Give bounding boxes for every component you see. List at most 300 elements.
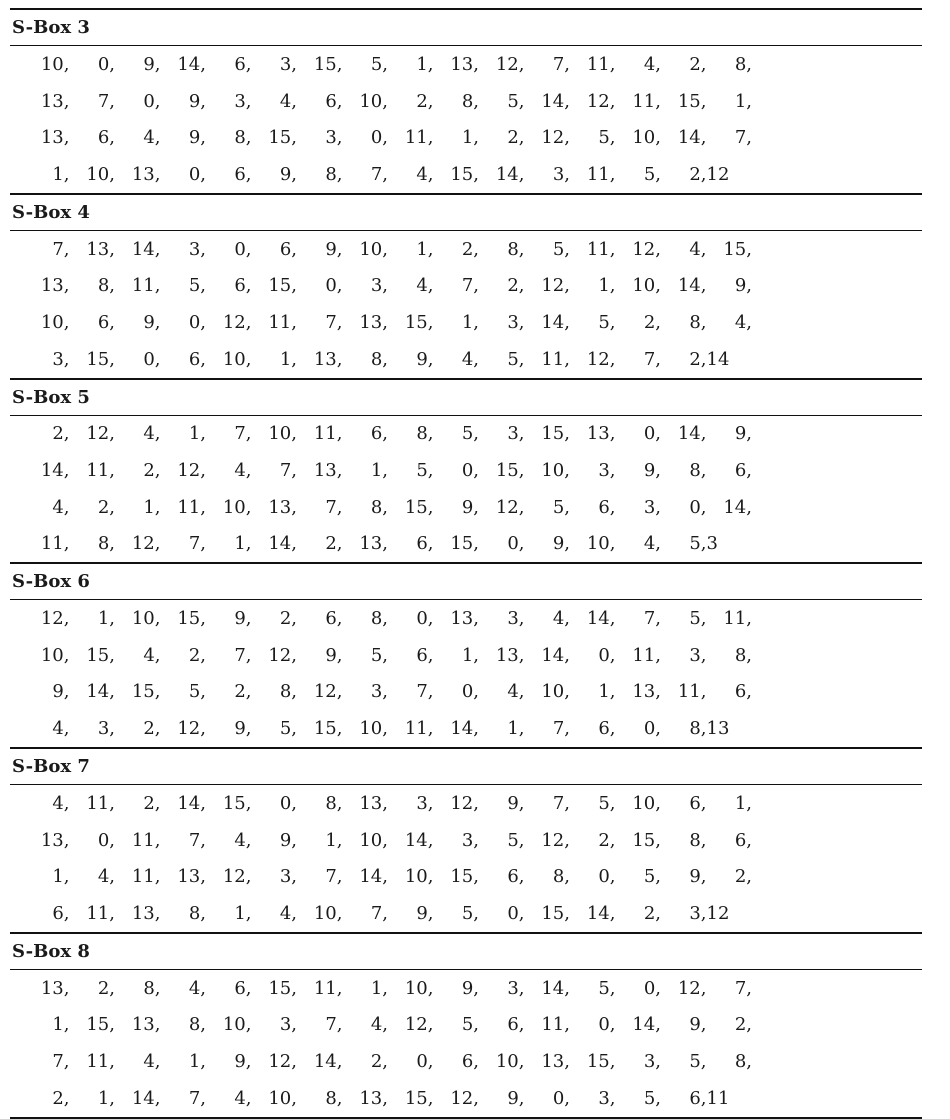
table-cell: 15,: [86, 1014, 115, 1036]
table-cell: 10,: [404, 977, 434, 999]
table-cell: 3,: [598, 460, 616, 482]
table-cell: 1,: [279, 348, 297, 370]
table-cell: 1,: [461, 644, 479, 666]
table-cell: 3,: [234, 90, 252, 112]
table-cell: 10,: [222, 1014, 252, 1036]
table-cell: 13,: [131, 902, 161, 924]
table-cell: 9,: [461, 496, 479, 518]
table-cell: 1,: [598, 275, 616, 297]
table-cell: 13,: [131, 163, 161, 185]
table-cell: 0,: [234, 238, 252, 260]
table-cell: 3,: [598, 1087, 616, 1109]
table-cell: 10,: [268, 1087, 297, 1109]
table-cell: 2,: [689, 53, 707, 75]
table-cell: 12,: [541, 275, 570, 297]
table-cell: 15,: [268, 275, 297, 297]
table-cell: 3,: [552, 163, 570, 185]
table-row: [10, 231, 922, 268]
table-cell: 15,: [495, 460, 525, 482]
table-cell: 8,: [188, 1014, 206, 1036]
table-cell: 4,: [52, 718, 70, 740]
table-cell: 3,: [507, 608, 525, 630]
table-cell: 5,: [188, 275, 206, 297]
table-cell: 14,: [677, 127, 707, 149]
table-cell: 2,: [689, 348, 707, 370]
table-cell: 4,: [279, 902, 297, 924]
table-cell: 1,: [507, 718, 525, 740]
table-cell: 14,: [86, 681, 115, 703]
table-cell: 12,: [86, 423, 115, 445]
table-cell: 14,: [677, 423, 707, 445]
table-cell: 15,: [313, 53, 343, 75]
table-cell: 4,: [734, 311, 752, 333]
table-cell: 5,: [689, 533, 707, 555]
table-cell: 1,: [734, 90, 752, 112]
table-cell: 2,: [507, 275, 525, 297]
sbox-title: S-Box 5: [10, 380, 922, 416]
table-cell: 0,: [143, 90, 161, 112]
sbox-title: S-Box 7: [10, 749, 922, 785]
table-cell: 9,: [279, 829, 297, 851]
table-cell: 1,: [461, 311, 479, 333]
table-row: [10, 489, 922, 526]
table-cell: 14,: [40, 460, 70, 482]
table-cell: 1,: [143, 496, 161, 518]
table-cell: 7,: [461, 275, 479, 297]
table-cell: 8,: [461, 90, 479, 112]
table-cell: 0,: [143, 348, 161, 370]
table-cell: 11,: [404, 718, 434, 740]
table-cell: 12,: [586, 348, 616, 370]
table-cell: 8,: [97, 275, 115, 297]
table-cell: 6,: [416, 533, 434, 555]
table-cell: 8,: [689, 829, 707, 851]
table-cell: 4,: [234, 1087, 252, 1109]
table-cell: 1,: [325, 829, 343, 851]
table-cell: 6,: [689, 1087, 707, 1109]
table-cell: 13,: [359, 1087, 388, 1109]
table-cell: 10,: [268, 423, 297, 445]
table-cell: 4,: [234, 829, 252, 851]
table-cell: 12,: [586, 90, 616, 112]
table-cell: 5,: [507, 829, 525, 851]
table-row: [10, 304, 922, 341]
table-cell: 3: [706, 533, 718, 555]
table-cell: 8,: [734, 53, 752, 75]
sbox-section: [10, 378, 922, 563]
table-cell: 10,: [359, 718, 388, 740]
table-cell: 7,: [97, 90, 115, 112]
table-cell: 13,: [632, 681, 661, 703]
table-cell: 5,: [461, 423, 479, 445]
table-cell: 4,: [416, 275, 434, 297]
table-cell: 14,: [541, 90, 570, 112]
table-cell: 8,: [689, 718, 707, 740]
table-cell: 4,: [279, 90, 297, 112]
table-cell: 7,: [552, 718, 570, 740]
table-cell: 15,: [541, 423, 570, 445]
table-cell: 7,: [643, 348, 661, 370]
table-cell: 14,: [541, 311, 570, 333]
sbox-title: S-Box 6: [10, 564, 922, 600]
table-row: [10, 83, 922, 120]
table-cell: 10,: [359, 90, 388, 112]
table-cell: 2,: [598, 829, 616, 851]
table-cell: 5,: [643, 163, 661, 185]
table-cell: 13,: [541, 1050, 570, 1072]
table-cell: 5,: [461, 902, 479, 924]
table-cell: 9,: [234, 718, 252, 740]
table-cell: 7,: [188, 829, 206, 851]
table-cell: 1,: [370, 977, 388, 999]
table-row: [10, 156, 922, 193]
table-cell: 15,: [723, 238, 752, 260]
table-cell: 2,: [689, 163, 707, 185]
table-cell: 15,: [404, 1087, 434, 1109]
table-cell: 9,: [234, 1050, 252, 1072]
table-cell: 8,: [370, 496, 388, 518]
table-cell: 13,: [40, 829, 70, 851]
table-cell: 9,: [52, 681, 70, 703]
table-cell: 7,: [188, 1087, 206, 1109]
table-cell: 6,: [507, 1014, 525, 1036]
table-cell: 11,: [86, 460, 115, 482]
table-row: [10, 1043, 922, 1080]
table-cell: 5,: [598, 792, 616, 814]
table-cell: 2,: [143, 460, 161, 482]
table-cell: 8,: [689, 460, 707, 482]
table-cell: 2,: [143, 718, 161, 740]
table-cell: 5,: [598, 127, 616, 149]
table-cell: 7,: [52, 1050, 70, 1072]
table-cell: 11,: [586, 53, 616, 75]
table-row: [10, 637, 922, 674]
sbox-section: [10, 747, 922, 932]
table-cell: 7,: [370, 163, 388, 185]
table-cell: 8,: [370, 608, 388, 630]
table-cell: 5,: [279, 718, 297, 740]
table-cell: 0,: [188, 163, 206, 185]
table-cell: 13,: [313, 348, 343, 370]
table-cell: 9,: [416, 348, 434, 370]
table-cell: 8,: [143, 977, 161, 999]
table-cell: 10,: [222, 348, 252, 370]
table-cell: 2,: [370, 1050, 388, 1072]
table-cell: 4,: [416, 163, 434, 185]
table-cell: 2,: [643, 311, 661, 333]
table-cell: 12,: [268, 1050, 297, 1072]
table-cell: 15,: [677, 90, 707, 112]
table-cell: 3,: [370, 275, 388, 297]
table-cell: 11,: [86, 792, 115, 814]
table-cell: 1,: [234, 533, 252, 555]
table-cell: 14,: [586, 608, 616, 630]
table-cell: 13: [706, 718, 730, 740]
table-cell: 9,: [734, 423, 752, 445]
table-cell: 13,: [586, 423, 616, 445]
table-cell: 9,: [416, 902, 434, 924]
table-cell: 10,: [541, 681, 570, 703]
table-cell: 10,: [40, 53, 70, 75]
table-cell: 7,: [325, 311, 343, 333]
table-cell: 11,: [404, 127, 434, 149]
table-cell: 2,: [188, 644, 206, 666]
table-cell: 3,: [689, 902, 707, 924]
table-cell: 5,: [507, 348, 525, 370]
table-cell: 13,: [495, 644, 525, 666]
table-cell: 7,: [234, 423, 252, 445]
table-cell: 3,: [188, 238, 206, 260]
table-cell: 13,: [177, 866, 206, 888]
table-cell: 9,: [143, 311, 161, 333]
table-cell: 9,: [325, 644, 343, 666]
table-cell: 9,: [188, 90, 206, 112]
table-cell: 13,: [40, 275, 70, 297]
table-cell: 13,: [40, 127, 70, 149]
table-cell: 7,: [325, 866, 343, 888]
table-cell: 6,: [370, 423, 388, 445]
table-cell: 6,: [734, 681, 752, 703]
table-cell: 10,: [632, 792, 661, 814]
table-cell: 12,: [268, 644, 297, 666]
table-cell: 1,: [97, 1087, 115, 1109]
table-cell: 13,: [86, 238, 115, 260]
table-cell: 0,: [552, 1087, 570, 1109]
table-cell: 0,: [461, 681, 479, 703]
table-cell: 2,: [97, 977, 115, 999]
table-cell: 4,: [234, 460, 252, 482]
table-cell: 0,: [598, 866, 616, 888]
table-cell: 7,: [52, 238, 70, 260]
table-cell: 11,: [86, 1050, 115, 1072]
table-cell: 10,: [131, 608, 161, 630]
table-cell: 13,: [268, 496, 297, 518]
table-cell: 5,: [461, 1014, 479, 1036]
table-row: [10, 970, 922, 1007]
table-cell: 9,: [643, 460, 661, 482]
table-cell: 8,: [507, 238, 525, 260]
table-cell: 4,: [552, 608, 570, 630]
table-cell: 3,: [325, 127, 343, 149]
table-cell: 4,: [643, 533, 661, 555]
table-cell: 8,: [689, 311, 707, 333]
table-row: [10, 674, 922, 711]
table-cell: 14,: [541, 644, 570, 666]
table-cell: 3,: [507, 311, 525, 333]
table-cell: 11,: [40, 533, 70, 555]
table-cell: 4,: [143, 423, 161, 445]
table-cell: 15,: [450, 533, 479, 555]
table-cell: 7,: [325, 1014, 343, 1036]
table-cell: 15,: [86, 644, 115, 666]
table-cell: 4,: [52, 792, 70, 814]
table-cell: 5,: [416, 460, 434, 482]
table-cell: 8,: [279, 681, 297, 703]
table-cell: 12,: [450, 1087, 479, 1109]
table-cell: 14,: [268, 533, 297, 555]
table-cell: 4,: [188, 977, 206, 999]
table-cell: 12,: [495, 496, 525, 518]
table-cell: 8,: [97, 533, 115, 555]
table-cell: 10,: [222, 496, 252, 518]
table-cell: 6,: [234, 275, 252, 297]
table-row: [10, 1080, 922, 1117]
table-cell: 3,: [370, 681, 388, 703]
table-cell: 10,: [495, 1050, 525, 1072]
table-cell: 12: [706, 163, 730, 185]
table-cell: 2,: [643, 902, 661, 924]
table-cell: 15,: [404, 311, 434, 333]
table-cell: 7,: [370, 902, 388, 924]
table-cell: 2,: [734, 1014, 752, 1036]
table-cell: 9,: [689, 1014, 707, 1036]
table-cell: 11: [706, 1087, 730, 1109]
table-cell: 3,: [507, 423, 525, 445]
table-cell: 12,: [40, 608, 70, 630]
table-cell: 15,: [541, 902, 570, 924]
table-cell: 10,: [40, 644, 70, 666]
table-cell: 15,: [268, 127, 297, 149]
table-cell: 14,: [359, 866, 388, 888]
table-cell: 10,: [40, 311, 70, 333]
table-cell: 8,: [734, 1050, 752, 1072]
table-cell: 0,: [461, 460, 479, 482]
table-cell: 13,: [131, 1014, 161, 1036]
table-cell: 8,: [552, 866, 570, 888]
sbox-section: [10, 562, 922, 747]
table-row: [10, 416, 922, 453]
table-cell: 13,: [359, 311, 388, 333]
table-cell: 1,: [52, 866, 70, 888]
table-cell: 9,: [188, 127, 206, 149]
table-row: [10, 452, 922, 489]
table-cell: 14,: [177, 792, 206, 814]
table-cell: 11,: [131, 866, 161, 888]
table-cell: 0,: [643, 977, 661, 999]
table-cell: 8,: [234, 127, 252, 149]
table-cell: 11,: [131, 275, 161, 297]
table-cell: 10,: [632, 275, 661, 297]
table-cell: 1,: [416, 53, 434, 75]
table-row: [10, 526, 922, 563]
table-cell: 2,: [734, 866, 752, 888]
table-cell: 12,: [541, 127, 570, 149]
table-cell: 15,: [268, 977, 297, 999]
table-cell: 13,: [313, 460, 343, 482]
table-cell: 6,: [325, 608, 343, 630]
table-cell: 11,: [541, 348, 570, 370]
table-cell: 6,: [325, 90, 343, 112]
table-cell: 5,: [370, 53, 388, 75]
table-cell: 7,: [416, 681, 434, 703]
table-cell: 2,: [97, 496, 115, 518]
table-cell: 14: [706, 348, 730, 370]
table-cell: 12,: [495, 53, 525, 75]
table-cell: 6,: [97, 311, 115, 333]
table-cell: 12,: [222, 311, 252, 333]
table-cell: 15,: [404, 496, 434, 518]
table-cell: 4,: [143, 127, 161, 149]
table-cell: 11,: [541, 1014, 570, 1036]
table-cell: 6,: [734, 829, 752, 851]
table-cell: 10,: [404, 866, 434, 888]
table-cell: 13,: [359, 533, 388, 555]
table-cell: 7,: [188, 533, 206, 555]
table-cell: 7,: [643, 608, 661, 630]
table-cell: 12: [706, 902, 730, 924]
table-cell: 12,: [541, 829, 570, 851]
table-cell: 0,: [279, 792, 297, 814]
table-cell: 4,: [143, 1050, 161, 1072]
table-cell: 6,: [279, 238, 297, 260]
table-cell: 11,: [313, 423, 343, 445]
table-cell: 13,: [40, 90, 70, 112]
table-cell: 9,: [507, 1087, 525, 1109]
table-cell: 8,: [325, 1087, 343, 1109]
table-cell: 12,: [131, 533, 161, 555]
table-cell: 11,: [632, 644, 661, 666]
table-cell: 0,: [370, 127, 388, 149]
table-cell: 13,: [40, 977, 70, 999]
table-cell: 10,: [586, 533, 616, 555]
sbox-table: [10, 8, 922, 1119]
table-cell: 5,: [552, 496, 570, 518]
table-cell: 2,: [143, 792, 161, 814]
table-cell: 0,: [689, 496, 707, 518]
table-cell: 7,: [325, 496, 343, 518]
table-cell: 12,: [677, 977, 707, 999]
table-cell: 1,: [234, 902, 252, 924]
table-cell: 0,: [643, 423, 661, 445]
table-cell: 6,: [234, 53, 252, 75]
table-cell: 0,: [598, 644, 616, 666]
table-cell: 10,: [359, 238, 388, 260]
table-cell: 9,: [734, 275, 752, 297]
table-cell: 9,: [234, 608, 252, 630]
table-cell: 4,: [461, 348, 479, 370]
table-cell: 13,: [450, 53, 479, 75]
sbox-title: S-Box 3: [10, 10, 922, 46]
table-cell: 6,: [234, 977, 252, 999]
table-row: [10, 46, 922, 83]
table-row: [10, 267, 922, 304]
table-cell: 5,: [552, 238, 570, 260]
table-cell: 10,: [359, 829, 388, 851]
table-cell: 14,: [541, 977, 570, 999]
table-cell: 1,: [598, 681, 616, 703]
table-cell: 6,: [598, 718, 616, 740]
table-cell: 15,: [313, 718, 343, 740]
table-cell: 2,: [52, 423, 70, 445]
table-cell: 14,: [632, 1014, 661, 1036]
table-cell: 7,: [552, 53, 570, 75]
table-cell: 1,: [188, 423, 206, 445]
table-cell: 11,: [723, 608, 752, 630]
table-row: [10, 785, 922, 822]
table-cell: 12,: [632, 238, 661, 260]
table-cell: 15,: [632, 829, 661, 851]
table-cell: 0,: [598, 1014, 616, 1036]
table-cell: 4,: [143, 644, 161, 666]
table-cell: 4,: [689, 238, 707, 260]
table-cell: 12,: [450, 792, 479, 814]
sbox-section: [10, 932, 922, 1117]
sbox-title: S-Box 8: [10, 934, 922, 970]
table-cell: 5,: [643, 1087, 661, 1109]
table-row: [10, 895, 922, 932]
table-cell: 9,: [325, 238, 343, 260]
table-cell: 0,: [188, 311, 206, 333]
